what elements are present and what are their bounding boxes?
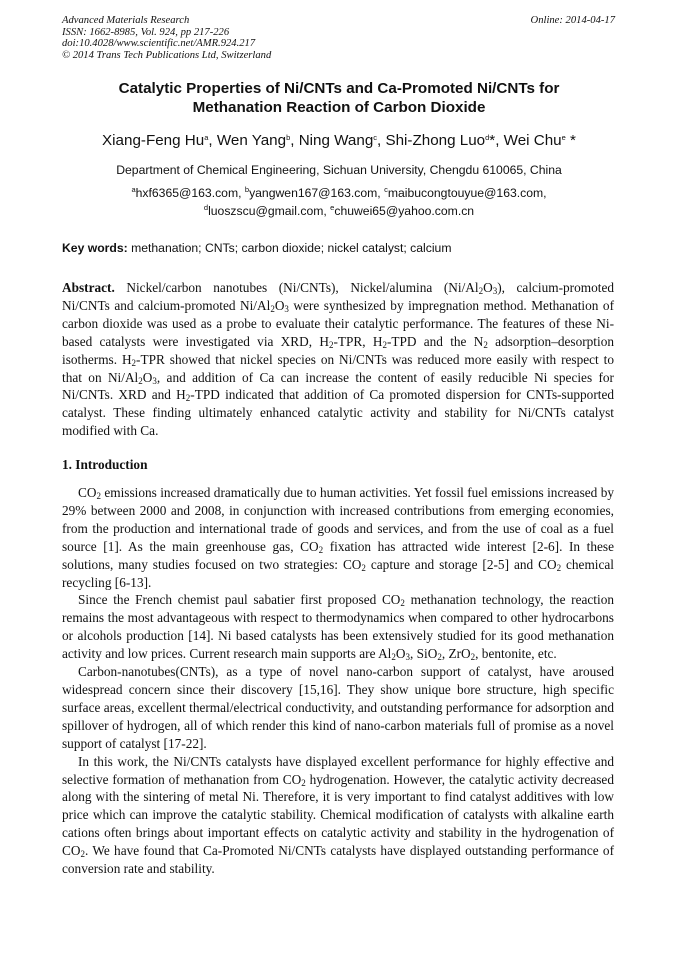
abstract-text: -TPR showed that nickel species on Ni/CNTs was reduced more easily with respect to that on Ni/Al <box>62 351 614 385</box>
author-name: Shi-Zhong Luo <box>385 132 486 149</box>
subscript: 2 <box>556 562 562 573</box>
section-heading-introduction: 1. Introduction <box>62 457 148 472</box>
email-line-2 <box>60 203 618 221</box>
author-separator: , <box>377 132 386 149</box>
abstract-text: adsorption–desorption isotherms. H <box>62 333 614 367</box>
author-separator: , <box>208 132 217 149</box>
subscript: 2 <box>478 286 484 296</box>
text: . We have found that Ca-Promoted Ni/CNTs catalysts have displayed outstanding performance of conversion rate and stability. <box>62 843 614 877</box>
subscript: 3 <box>284 303 289 314</box>
text: chemical recycling [6-13]. <box>62 556 614 590</box>
subscript: 2 <box>328 339 334 350</box>
email-link[interactable]: yangwen167@163.com, <box>249 186 385 200</box>
online-date: Online: 2014-04-17 <box>530 15 615 26</box>
subscript: 2 <box>185 393 191 404</box>
journal-header <box>62 15 271 61</box>
abstract-text: -TPD indicated that addition of Ca promoted dispersion for CNTs-supported catalyst. These finding ultimately enhanced catalytic activity and stability for Ni/CNTs catalyst modified with Ca. <box>62 387 614 439</box>
issn: ISSN: 1662-8985, Vol. 924, pp 217-226 <box>62 26 230 38</box>
author-list <box>60 131 618 151</box>
subscript: 2 <box>301 777 306 788</box>
text: In this work, the Ni/CNTs catalysts have displayed excellent performance for highly effective and selective formation of methanation from CO <box>62 753 614 787</box>
affiliation: Department of Chemical Engineering, Sichuan University, Chengdu 610065, China <box>116 163 562 177</box>
email-link[interactable]: luoszscu@gmail.com, <box>208 203 331 218</box>
email-link[interactable]: hxf6365@163.com, <box>135 186 245 200</box>
keywords-label: Key words: <box>62 241 128 255</box>
email-line-1 <box>60 185 618 203</box>
subscript: 2 <box>131 357 137 368</box>
subscript: 2 <box>470 652 476 663</box>
subscript: 3 <box>492 286 498 296</box>
paragraph <box>62 591 614 663</box>
text: emissions increased dramatically due to human activities. Yet fossil fuel emissions increased by 29% between 2000 and 2008, in conjunction with increased contributions from emerging economies, from the production and international trade of goods and services, and from the use of coal as a fuel source [1]. As the main greenhouse gas, CO <box>62 485 614 554</box>
abstract-text: -TPD and the N <box>386 333 484 349</box>
author-name: Wei Chu <box>503 132 562 149</box>
subscript: 2 <box>318 544 324 555</box>
keywords-text: methanation; CNTs; carbon dioxide; nickel catalyst; calcium <box>127 241 452 255</box>
author-name: Ning Wang <box>298 132 374 149</box>
doi: doi:10.4028/www.scientific.net/AMR.924.217 <box>62 38 256 50</box>
email-marker: e <box>330 202 335 212</box>
text: Since the French chemist paul sabatier first proposed CO <box>78 592 401 608</box>
author-marker: d <box>485 133 490 142</box>
subscript: 3 <box>152 375 157 386</box>
abstract-text: Nickel/carbon nanotubes (Ni/CNTs), Nickel/alumina (Ni/Al <box>114 280 479 295</box>
journal-name: Advanced Materials Research <box>62 15 190 26</box>
text: , SiO <box>409 646 438 662</box>
email-marker: b <box>244 185 250 194</box>
subscript: 2 <box>437 652 442 663</box>
email-link[interactable]: chuwei65@yahoo.com.cn <box>334 203 475 218</box>
text: hydrogenation. However, the catalytic activity decreased along with the sintering of metal Ni. Therefore, it is very important to find catalyst additives with low price which can improve the catalytic stability. Chemical modification of catalysts with alkaline earth cations often brings about important effects on catalytic activity and stability in the hydrogenation of CO <box>62 771 614 859</box>
author-separator: , <box>290 132 299 149</box>
introduction-body <box>62 484 614 878</box>
author-emails <box>60 185 618 220</box>
abstract-text: O <box>274 297 285 313</box>
abstract-text: , and addition of Ca can increase the content of easily reducible Ni species for Ni/CNTs. XRD and H <box>62 369 614 403</box>
subscript: 2 <box>400 598 405 609</box>
email-marker: d <box>203 202 209 212</box>
author-marker: b <box>286 133 291 142</box>
subscript: 2 <box>138 375 143 386</box>
paragraph <box>62 484 614 591</box>
subscript: 2 <box>361 562 366 573</box>
email-marker: c <box>384 185 388 194</box>
author-separator: * <box>565 132 576 149</box>
email-marker: a <box>131 185 136 194</box>
author-marker: a <box>204 133 209 142</box>
text: , bentonite, etc. <box>475 646 557 662</box>
subscript: 2 <box>96 491 101 501</box>
text: CO <box>78 485 97 500</box>
subscript: 2 <box>80 849 85 860</box>
author-separator: *, <box>489 132 504 149</box>
paper-title <box>80 80 598 117</box>
abstract-text: -TPR, H <box>333 333 383 349</box>
title-line-2: Methanation Reaction of Carbon Dioxide <box>192 98 486 116</box>
text: fixation has attracted wide interest [2-6]. In these solutions, many studies focused on two strategies: CO <box>62 538 614 572</box>
abstract-paragraph <box>62 279 614 440</box>
text: , ZrO <box>441 646 471 662</box>
abstract-text: were synthesized by impregnation method. Methanation of carbon dioxide was used as a probe to evaluate their catalytic performance. The features of these Ni-based catalysts were investigated via XRD, H <box>62 297 615 349</box>
abstract-label: Abstract. <box>62 280 115 295</box>
abstract <box>62 279 614 440</box>
author-marker: c <box>373 133 378 142</box>
text: methanation technology, the reaction remains the most advantageous with respect to thermodynamics when compared to other hydrocarbons or alcohols production [14]. Ni based catalysts has been extensively studied for its good methanation activity and low prices. Current research main supports are Al <box>62 592 614 662</box>
abstract-text: O <box>483 280 493 295</box>
title-line-1: Catalytic Properties of Ni/CNTs and Ca-Promoted Ni/CNTs for <box>118 80 560 97</box>
abstract-text: ), calcium-promoted Ni/CNTs and calcium-promoted Ni/Al <box>62 280 614 313</box>
text: capture and storage [2-5] and CO <box>365 556 557 572</box>
subscript: 2 <box>270 303 275 314</box>
text: O <box>395 646 406 662</box>
keywords <box>62 241 452 255</box>
paragraph <box>62 753 614 878</box>
subscript: 2 <box>483 339 488 350</box>
subscript: 3 <box>405 652 410 663</box>
copyright: © 2014 Trans Tech Publications Ltd, Switzerland <box>62 49 272 61</box>
author-marker: e <box>561 133 566 142</box>
subscript: 2 <box>391 652 396 663</box>
author-name: Xiang-Feng Hu <box>102 132 205 149</box>
email-link[interactable]: maibucongtouyue@163.com, <box>387 186 547 200</box>
paragraph: Carbon-nanotubes(CNTs), as a type of novel nano-carbon support of catalyst, have aroused widespread concern since their discovery [15,16]. They show unique bore structure, high specific surface areas, excellent thermal/electrical conductivity, and outstanding performance for adsorption and spillover of hydrogen, all of which render this kind of nano-carbon materials full of promise as a novel support of catalyst [17-22]. <box>62 664 614 751</box>
subscript: 2 <box>382 339 387 350</box>
author-name: Wen Yang <box>216 132 287 149</box>
abstract-text: O <box>142 369 153 385</box>
